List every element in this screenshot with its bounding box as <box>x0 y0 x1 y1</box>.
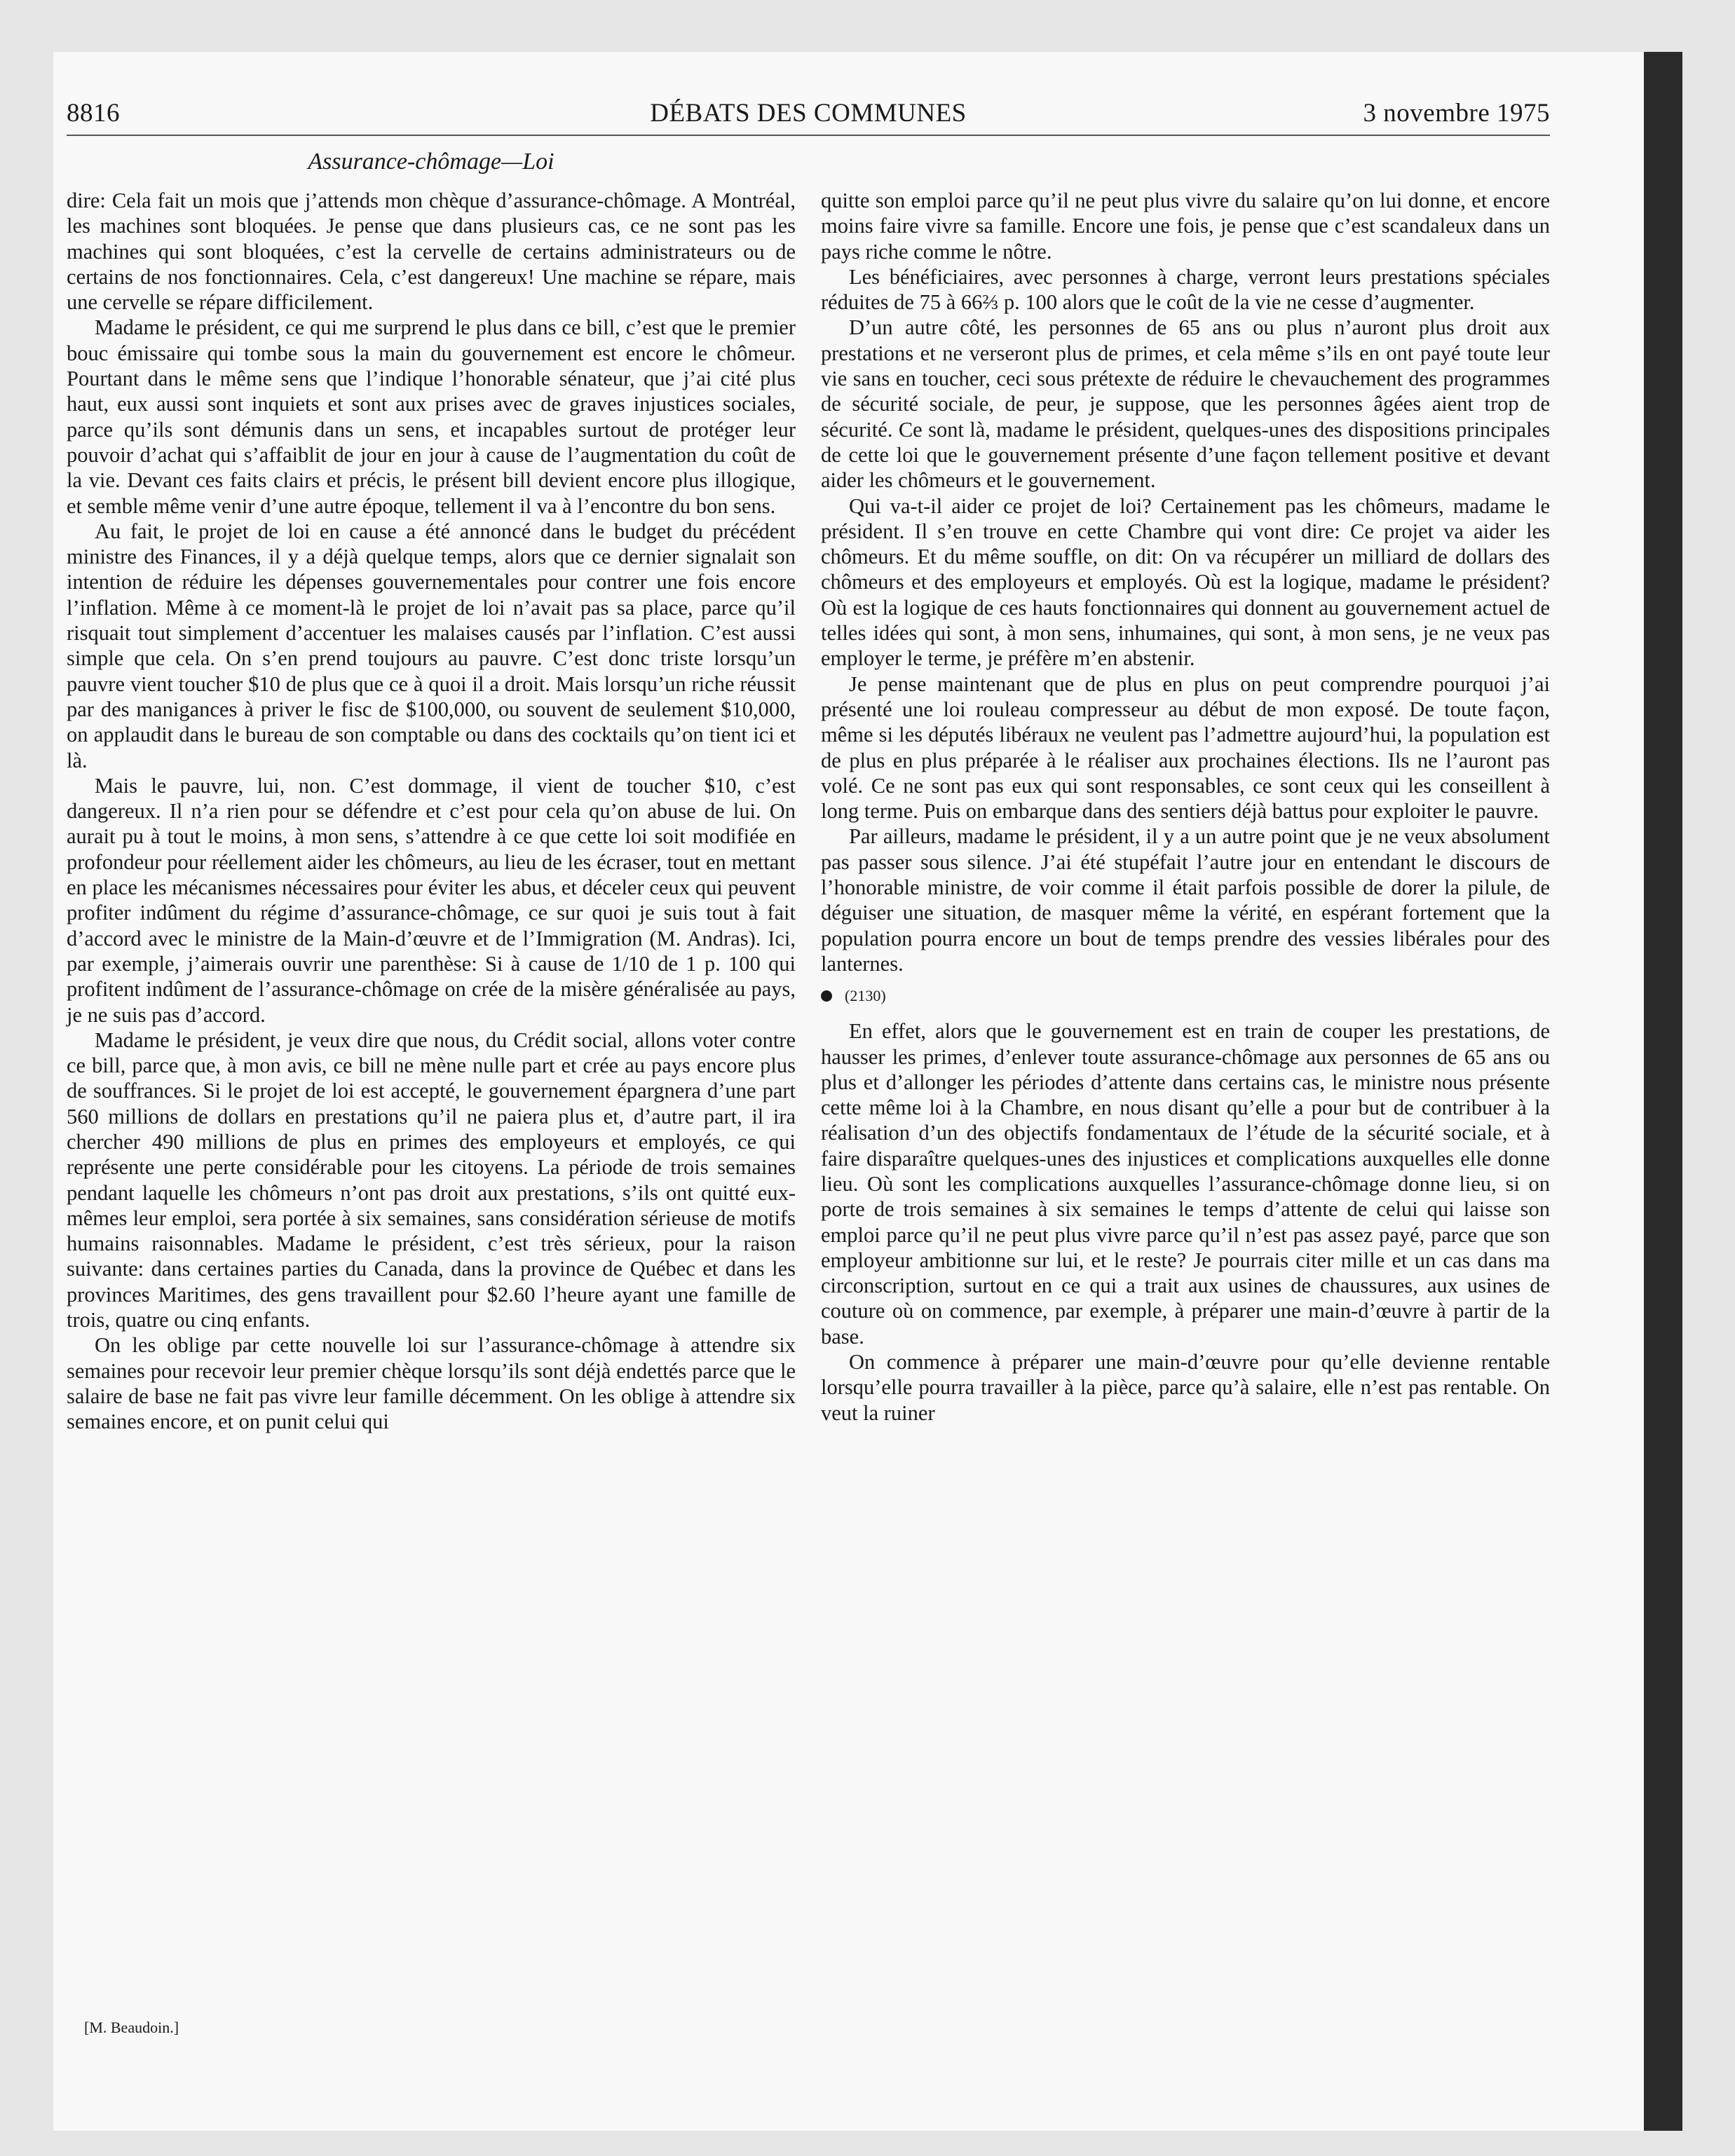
speaker-attribution: [M. Beaudoin.] <box>84 2019 179 2036</box>
time-marker <box>821 986 1550 1006</box>
paragraph: Par ailleurs, madame le président, il y a un autre point que je ne veux absolument pas passer sous silence. J’ai été stupéfait l’autre jour en entendant le discours de l’honorable ministre, de voir comme il était parfois possible de dorer la pilule, de déguiser une situation, de masquer même la vérité, en espérant fortement que la population pourra encore un bout de temps prendre des vessies libérales pour des lanternes. <box>821 824 1550 976</box>
section-title: Assurance-chômage—Loi <box>308 149 554 175</box>
paragraph: Qui va-t-il aider ce projet de loi? Certainement pas les chômeurs, madame le président. Il s’en trouve en cette Chambre qui vont dire: Ce projet va aider les chômeurs. Et du même souffle, on dit: On va récupérer un milliard de dollars des chômeurs et des employeurs et employés. Où est la logique, madame le président? Où est la logique de ces hauts fonctionnaires qui donnent au gouvernement actuel de telles idées qui sont, à mon sens, inhumaines, qui sont, à mon sens, je ne veux pas employer le terme, je préfère m’en abstenir. <box>821 493 1550 671</box>
journal-title: DÉBATS DES COMMUNES <box>650 99 967 128</box>
paragraph: Madame le président, je veux dire que nous, du Crédit social, allons voter contre ce bill, parce que, à mon avis, ce bill ne mène nulle part et crée au pays encore plus de souffrances. Si le projet de loi est accepté, le gouvernement épargnera d’une part 560 millions de dollars en prestations qu’il ne paiera plus et, d’autre part, il ira chercher 490 millions de plus en primes des employeurs et employés, ce qui représente une perte considérable pour les citoyens. La période de trois semaines pendant laquelle les chômeurs n’ont pas droit aux prestations, s’ils ont quitté eux-mêmes leur emploi, sera portée à six semaines, sans considération sérieuse de motifs humains raisonnables. Madame le président, c’est très sérieux, pour la raison suivante: dans certaines parties du Canada, dans la province de Québec et dans les provinces Maritimes, des gens travaillent pour $2.60 l’heure ayant une famille de trois, quatre ou cinq enfants. <box>67 1028 796 1332</box>
paragraph: Je pense maintenant que de plus en plus on peut comprendre pourquoi j’ai présenté une loi rouleau compresseur au début de mon exposé. De toute façon, même si les députés libéraux ne veulent pas l’admettre aujourd’hui, la population est de plus en plus préparée à le réaliser aux prochaines élections. Ils ne l’auront pas volé. Ce ne sont pas eux qui sont responsables, ce sont ceux qui les conseillent à long terme. Puis on embarque dans des sentiers déjà battus pour exploiter le pauvre. <box>821 671 1550 824</box>
paragraph: En effet, alors que le gouvernement est en train de couper les prestations, de hausser les primes, d’enlever toute assurance-chômage aux personnes de 65 ans ou plus et d’allonger les périodes d’attente dans certains cas, le ministre nous présente cette même loi à la Chambre, en nous disant qu’elle a pour but de contribuer à la réalisation d’un des objectifs fondamentaux de l’étude de la sécurité sociale, et à faire disparaître quelques-unes des injustices et complications auxquelles elle donne lieu. Où sont les complications auxquelles l’assurance-chômage donne lieu, si on porte de trois semaines à six semaines le temps d’attente de celui qui laisse son emploi parce qu’il ne peut plus vivre parce qu’il n’est pas assez payé, parce que son employeur ambitionne sur lui, et le reste? Je pourrais citer mille et un cas dans ma circonscription, surtout en ce qui a trait aux usines de chaussures, aux usines de couture où on commence, par exemple, à préparer une main-d’œuvre à partir de la base. <box>821 1019 1550 1349</box>
paragraph: On commence à préparer une main-d’œuvre pour qu’elle devienne rentable lorsqu’elle pourra travailler à la pièce, parce qu’à salaire, elle n’est pas rentable. On veut la ruiner <box>821 1350 1550 1425</box>
right-column <box>821 188 1550 1426</box>
paragraph: quitte son emploi parce qu’il ne peut plus vivre du salaire qu’on lui donne, et encore moins faire vivre sa famille. Encore une fois, je pense que c’est scandaleux dans un pays riche comme le nôtre. <box>821 189 1550 264</box>
paragraph: D’un autre côté, les personnes de 65 ans ou plus n’auront plus droit aux prestations et ne verseront plus de primes, et cela même s’ils en ont payé toute leur vie sans en toucher, ceci sous prétexte de réduire le chevauchement des programmes de sécurité sociale, de peur, je suppose, que les personnes âgées aient trop de sécurité. Ce sont là, madame le président, quelques-unes des dispositions principales de cette loi que le gouvernement présente d’une façon tellement positive et devant aider les chômeurs et le gouvernement. <box>821 315 1550 493</box>
time-marker-label: (2130) <box>845 987 886 1005</box>
paragraph: Madame le président, ce qui me surprend le plus dans ce bill, c’est que le premier bouc émissaire qui tombe sous la main du gouvernement est encore le chômeur. Pourtant dans le même sens que l’indique l’honorable sénateur, que j’ai cité plus haut, eux aussi sont inquiets et sont aux prises avec de graves injustices sociales, parce qu’ils sont démunis dans un sens, et incapables surtout de protéger leur pouvoir d’achat qui s’affaiblit de jour en jour à cause de l’augmentation du coût de la vie. Devant ces faits clairs et précis, le présent bill devient encore plus illogique, et semble même venir d’une autre époque, tellement il va à l’encontre du bon sens. <box>67 315 796 518</box>
paragraph: Au fait, le projet de loi en cause a été annoncé dans le budget du précédent ministre des Finances, il y a déjà quelque temps, alors que ce dernier signalait son intention de réduire les dépenses gouvernementales pour contrer une fois encore l’inflation. Même à ce moment-là le projet de loi n’avait pas sa place, parce qu’il risquait tout simplement d’accentuer les malaises causés par l’inflation. C’est aussi simple que cela. On s’en prend toujours au pauvre. C’est donc triste lorsqu’un pauvre vient toucher $10 de plus que ce à quoi il a droit. Mais lorsqu’un riche réussit par des manigances à priver le fisc de $100,000, ou souvent de seulement $10,000, on applaudit dans le bureau de son comptable ou dans des cocktails qu’on tient ici et là. <box>67 519 796 772</box>
running-header <box>67 98 1550 136</box>
left-column <box>67 188 796 1435</box>
paragraph: On les oblige par cette nouvelle loi sur l’assurance-chômage à attendre six semaines pour recevoir leur premier chèque lorsqu’ils sont déjà endettés parce que le salaire de base ne fait pas vivre leur famille décemment. On les oblige à attendre six semaines encore, et on punit celui qui <box>67 1333 796 1434</box>
bullet-icon <box>821 990 832 1002</box>
scan-edge-bar <box>1644 52 1682 2131</box>
issue-date: 3 novembre 1975 <box>1363 99 1550 128</box>
paragraph: Mais le pauvre, lui, non. C’est dommage, il vient de toucher $10, c’est dangereux. Il n’a rien pour se défendre et c’est pour cela qu’on abuse de lui. On aurait pu à tout le moins, à mon sens, s’attendre à ce que cette loi soit modifiée en profondeur pour réellement aider les chômeurs, au lieu de les écraser, tout en mettant en place les mécanismes nécessaires pour éviter les abus, et déceler ceux qui peuvent profiter indûment du régime d’assurance-chômage, ce sur quoi je suis tout à fait d’accord avec le ministre de la Main-d’œuvre et de l’Immigration (M. Andras). Ici, par exemple, j’aimerais ouvrir une parenthèse: Si à cause de 1/10 de 1 p. 100 qui profitent indûment de l’assurance-chômage on crée de la misère généralisée au pays, je ne suis pas d’accord. <box>67 773 796 1027</box>
paragraph: Les bénéficiaires, avec personnes à charge, verront leurs prestations spéciales réduites de 75 à 66⅔ p. 100 alors que le coût de la vie ne cesse d’augmenter. <box>821 264 1550 315</box>
paragraph: dire: Cela fait un mois que j’attends mon chèque d’assurance-chômage. A Montréal, les machines sont bloquées. Je pense que dans plusieurs cas, ce ne sont pas les machines qui sont bloquées, c’est la cervelle de certains administrateurs ou de certains de nos fonctionnaires. Cela, c’est dangereux! Une machine se répare, mais une cervelle se répare difficilement. <box>67 189 796 315</box>
page-number: 8816 <box>67 99 120 128</box>
